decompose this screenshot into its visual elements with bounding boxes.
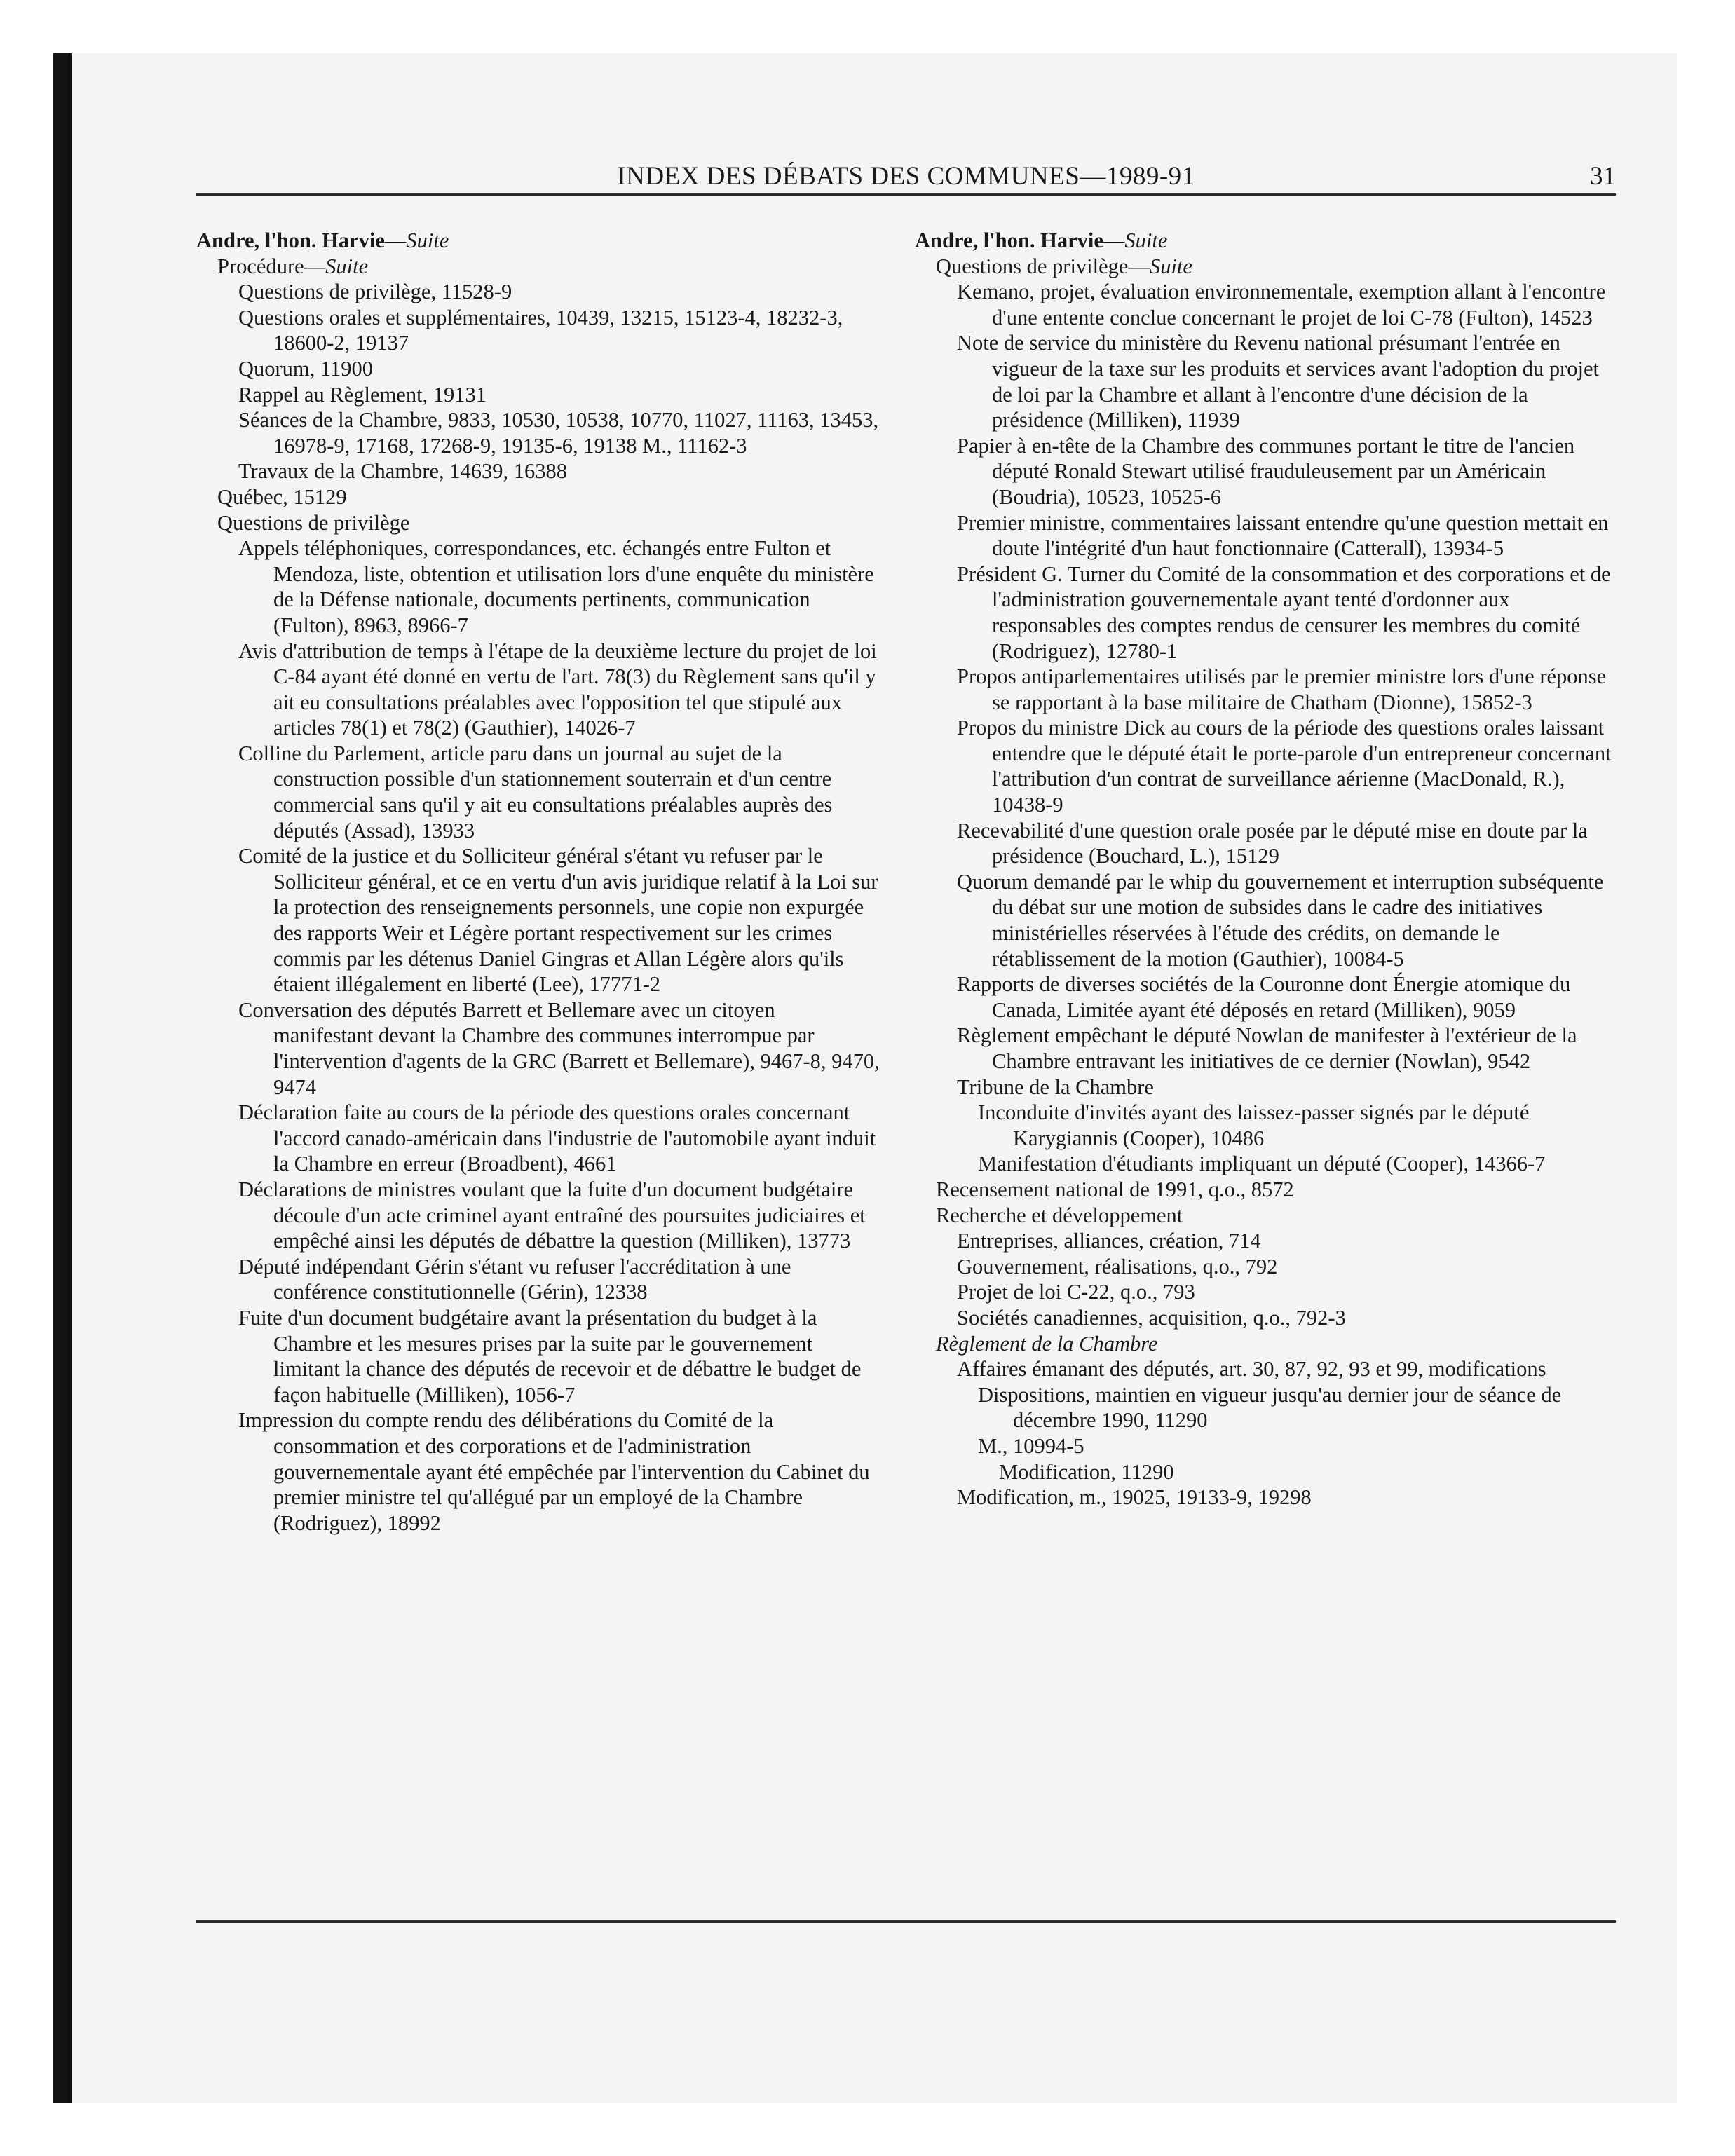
entry-text: Questions orales et supplémentaires, 10439, 13215, 15123-4, 18232-3, 18600-2, 19137 [238,305,843,355]
entry-text: Recevabilité d'une question orale posée par le député mise en doute par la présidence (Bouchard, L.), 15129 [957,818,1588,868]
index-entry [957,818,1616,869]
scan-edge [53,53,72,2103]
entry-text: Rappel au Règlement, 19131 [238,382,487,407]
index-entry [957,1305,1616,1331]
index-entry [238,639,880,741]
index-entry [238,741,880,843]
index-entry [217,484,880,510]
index-entry [238,1100,880,1177]
entry-text: Impression du compte rendu des délibérations du Comité de la consommation et des corporations et de l'administration gouvernementale ayant été empêchée par l'intervention du Cabinet du premier ministre tel qu'allégué par un employé de la Chambre (Rodriguez), 18992 [238,1408,870,1535]
page-header [196,161,1616,193]
entry-continued-label: Suite [325,254,369,278]
entry-italic-heading: Règlement de la Chambre [936,1331,1158,1356]
entry-text: Dispositions, maintien en vigueur jusqu'au dernier jour de séance de décembre 1990, 11290 [978,1382,1562,1433]
index-entry [936,254,1616,280]
entry-text: Questions de privilège [217,510,410,535]
entry-text: Déclaration faite au cours de la période des questions orales concernant l'accord canado-américain dans l'industrie de l'automobile ayant induit la Chambre en erreur (Broadbent), 4661 [238,1100,876,1176]
index-entry [957,330,1616,432]
entry-text: Quorum demandé par le whip du gouvernement et interruption subséquente du débat sur une motion de subsides dans le cadre des initiatives ministérielles réservées à l'étude des crédits, on demande le rétablissement de la motion (Gauthier), 10084-5 [957,869,1604,971]
index-entry [238,382,880,408]
entry-text: Affaires émanant des députés, art. 30, 87, 92, 93 et 99, modifications [957,1357,1546,1381]
index-entry [238,305,880,356]
index-entry [957,1279,1616,1305]
index-entry [957,510,1616,561]
entry-text: Modification, m., 19025, 19133-9, 19298 [957,1485,1312,1510]
entry-text: M., 10994-5 [978,1433,1084,1458]
index-entry [957,664,1616,715]
entry-text: Président G. Turner du Comité de la consommation et des corporations et de l'administration gouvernementale ayant tenté d'ordonner aux responsables des comptes rendus de censurer les membres du comité (Rodriguez), 12780-1 [957,561,1611,663]
entry-text: Kemano, projet, évaluation environnementale, exemption allant à l'encontre d'une entente conclue concernant le projet de loi C-78 (Fulton), 14523 [957,280,1606,329]
entry-text: Règlement empêchant le député Nowlan de manifester à l'extérieur de la Chambre entravant les initiatives de ce dernier (Nowlan), 9542 [957,1023,1577,1073]
index-entry [978,1100,1616,1151]
entry-heading: Andre, l'hon. Harvie [196,228,385,252]
entry-text: Rapports de diverses sociétés de la Couronne dont Énergie atomique du Canada, Limitée ayant été déposés en retard (Milliken), 9059 [957,972,1571,1022]
index-entry [957,433,1616,510]
entry-text: Premier ministre, commentaires laissant entendre qu'une question mettait en doute l'intégrité d'un haut fonctionnaire (Catterall), 13934-5 [957,510,1609,561]
index-entry [196,228,880,254]
index-entry [217,510,880,536]
index-entry [957,1485,1616,1510]
index-entry [957,715,1616,817]
entry-text: Questions de privilège, 11528-9 [238,280,512,304]
entry-text: Colline du Parlement, article paru dans un journal au sujet de la construction possible d'un stationnement souterrain et d'un centre commercial sans qu'il y ait eu consultations préalables auprès des députés (Assad), 13933 [238,741,833,842]
running-title: INDEX DES DÉBATS DES COMMUNES—1989-91 [617,162,1195,191]
entry-text: Modification, 11290 [999,1459,1174,1484]
index-entry [217,254,880,280]
index-entry [238,1177,880,1254]
index-entry [957,1356,1616,1382]
page-number: 31 [1590,162,1616,191]
index-entry [978,1151,1616,1177]
entry-text: Note de service du ministère du Revenu national présumant l'entrée en vigueur de la taxe sur les produits et services avant l'adoption du projet de loi par la Chambre et allant à l'encontre d'une décision de la présidence (Milliken), 11939 [957,331,1600,432]
index-entry [238,1254,880,1305]
index-entry [238,407,880,458]
index-entry [238,458,880,484]
index-column-left [196,228,880,1536]
entry-text: Entreprises, alliances, création, 714 [957,1229,1261,1253]
entry-text: Questions de privilège— [936,254,1150,278]
entry-text: Inconduite d'invités ayant des laissez-passer signés par le député Karygiannis (Cooper), 10486 [978,1100,1530,1150]
entry-text: Procédure— [217,254,326,278]
footer-rule [196,1920,1616,1923]
index-entry [238,843,880,997]
entry-text: Projet de loi C-22, q.o., 793 [957,1280,1195,1304]
index-entry [915,228,1616,254]
entry-text: Quorum, 11900 [238,356,374,381]
index-entry [238,1407,880,1536]
entry-text: Manifestation d'étudiants impliquant un député (Cooper), 14366-7 [978,1152,1546,1176]
entry-text: Comité de la justice et du Solliciteur général s'étant vu refuser par le Solliciteur général, et ce en vertu d'un avis juridique relatif à la Loi sur la protection des renseignements personnels, une copie non expurgée des rapports Weir et Légère portant respectivement sur les crimes commis par les détenus Daniel Gingras et Allan Légère alors qu'ils étaient illégalement en liberté (Lee), 17771-2 [238,844,878,997]
index-column-right [915,228,1616,1510]
entry-text: Avis d'attribution de temps à l'étape de la deuxième lecture du projet de loi C-84 ayant été donné en vertu de l'art. 78(3) du Règlement sans qu'il y ait eu consultations préalables avec l'opposition tel que stipulé aux articles 78(1) et 78(2) (Gauthier), 14026-7 [238,639,877,740]
index-entry [957,561,1616,664]
index-entry [238,1305,880,1407]
entry-text: Député indépendant Gérin s'étant vu refuser l'accréditation à une conférence constitutionnelle (Gérin), 12338 [238,1254,791,1304]
entry-text: Travaux de la Chambre, 14639, 16388 [238,459,568,484]
header-rule [196,193,1616,196]
index-entry [957,1254,1616,1280]
entry-text: Gouvernement, réalisations, q.o., 792 [957,1254,1278,1278]
entry-continued-label: Suite [406,228,449,252]
entry-text: Déclarations de ministres voulant que la fuite d'un document budgétaire découle d'un acte criminel ayant entraîné des poursuites judiciaires et empêché ainsi les députés de débattre la question (Milliken), 13773 [238,1177,866,1253]
index-entry [957,279,1616,330]
entry-text: Fuite d'un document budgétaire avant la présentation du budget à la Chambre et les mesures prises par la suite par le gouvernement limitant la chance des députés de recevoir et de débattre le budget de façon habituelle (Milliken), 1056-7 [238,1305,862,1407]
entry-text: Recensement national de 1991, q.o., 8572 [936,1177,1294,1201]
index-entry [238,997,880,1100]
index-entry [936,1177,1616,1203]
index-entry [978,1382,1616,1433]
entry-text: Sociétés canadiennes, acquisition, q.o., 792-3 [957,1305,1346,1330]
entry-dash: — [1103,228,1125,252]
entry-text: Propos du ministre Dick au cours de la période des questions orales laissant entendre que le député était le porte-parole d'un entrepreneur concernant l'attribution d'un contrat de surveillance aérienne (MacDonald, R.), 10438-9 [957,716,1612,817]
entry-text: Tribune de la Chambre [957,1074,1154,1099]
entry-text: Appels téléphoniques, correspondances, etc. échangés entre Fulton et Mendoza, liste, obtention et utilisation lors d'une enquête du ministère de la Défense nationale, documents pertinents, communication (Fulton), 8963, 8966-7 [238,536,874,637]
entry-dash: — [384,228,407,252]
entry-text: Papier à en-tête de la Chambre des communes portant le titre de l'ancien député Ronald Stewart utilisé frauduleusement par un Américain (Boudria), 10523, 10525-6 [957,433,1575,509]
entry-heading: Andre, l'hon. Harvie [915,228,1103,252]
index-entry [957,869,1616,971]
index-entry [238,356,880,382]
index-entry [957,1023,1616,1074]
entry-continued-label: Suite [1149,254,1192,278]
index-entry [957,1074,1616,1100]
entry-text: Propos antiparlementaires utilisés par le premier ministre lors d'une réponse se rapportant à la base militaire de Chatham (Dionne), 15852-3 [957,664,1607,714]
index-entry [238,279,880,305]
index-entry [957,971,1616,1023]
entry-text: Québec, 15129 [217,484,347,509]
index-entry [957,1228,1616,1254]
entry-text: Conversation des députés Barrett et Bellemare avec un citoyen manifestant devant la Chambre des communes interrompue par l'intervention d'agents de la GRC (Barrett et Bellemare), 9467-8, 9470, 9474 [238,997,880,1099]
index-entry [238,535,880,638]
entry-continued-label: Suite [1124,228,1168,252]
index-entry [936,1203,1616,1229]
entry-text: Recherche et développement [936,1203,1183,1227]
index-entry [999,1459,1616,1485]
index-entry [978,1433,1616,1459]
entry-text: Séances de la Chambre, 9833, 10530, 10538, 10770, 11027, 11163, 13453, 16978-9, 17168, 17268-9, 19135-6, 19138 M., 11162-3 [238,408,879,458]
index-entry [936,1331,1616,1357]
